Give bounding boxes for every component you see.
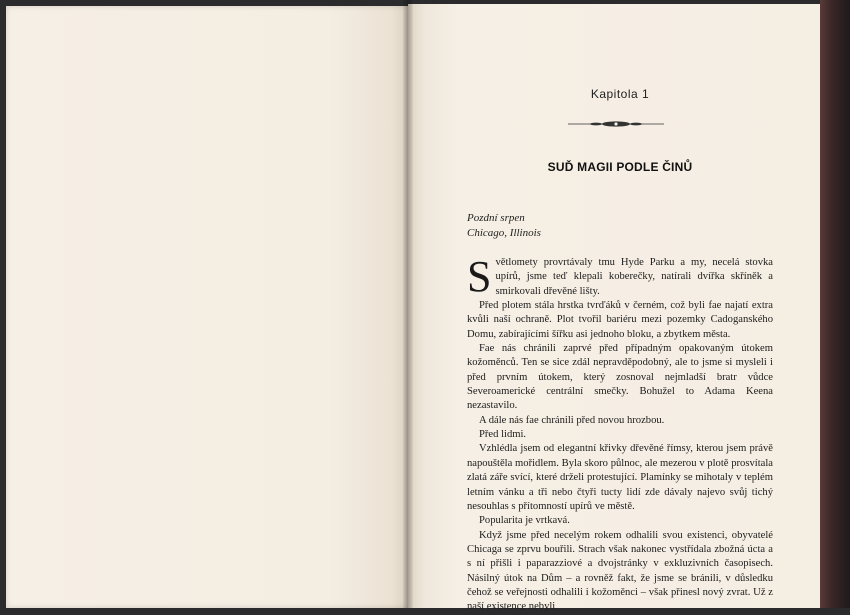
left-page-blank [6,6,408,608]
chapter-body [467,252,773,615]
paragraph: Popularita je vrtkavá. [479,515,570,527]
chapter-label: Kapitola 1 [590,87,650,101]
paragraph: Před lidmi. [479,429,527,441]
book-gutter [403,0,413,608]
dateline-time: Pozdní srpen [467,212,525,224]
paragraph: Fae nás chránili zaprvé před případným opakovaným útokem kožoměnců. Ten se sice zdál nepravděpodobný, ale to jsme si mysleli i před prvním útokem, který zosnoval nejmladší bratr vůdce Severoamerické centrální smečky. Bohužel to Adama Keena nezastavilo. [467,343,773,412]
dateline [467,211,541,241]
dateline-place: Chicago, Illinois [467,227,541,239]
paragraph: Když jsme před necelým rokem odhalili svou existenci, obyvatelé Chicaga se zprvu bouřili. Strach však nakonec vystřídala zbožná úcta a s ní přišli i paparazziové a dvojstránky v exkluzivních časopisech. Násilný útok na Dům – a rovněž fakt, že jsme se bránili, v důsledku čehož se veřejnosti odhalili i kožoměnci – však přinesl nový zvrat. Už z naší existence nebyli [467,529,773,613]
book-cover-edge [820,0,850,608]
chapter-ornament-icon [566,118,666,130]
paragraph-text: větlomety provrtávaly tmu Hyde Parku a my, necelá stovka upírů, jsme teď klepali koberečky, natírali dvířka skříněk a smirkovali dřevěné lišty. [495,257,773,297]
chapter-title: SUĎ MAGII PODLE ČINŮ [547,160,693,174]
drop-cap: S [467,252,492,301]
paragraph: Vzhlédla jsem od elegantní křivky dřevěné římsy, kterou jsem právě napouštěla mořidlem. Byla skoro půlnoc, ale mezerou v plotě prosvítala zlatá záře svící, které drželi protestující. Plamínky se mihotaly v teplém letním vánku a tři nebo čtyři tucty lidí zde dávaly najevo svůj tichý nesouhlas s přítomností upírů ve městě. [467,443,773,512]
paragraph: Před plotem stála hrstka tvrďáků v černém, což byli fae najatí extra kvůli naší ochraně. Plot tvořil bariéru mezi pozemky Cadoganského Domu, zabírajícími šířku asi jednoho bloku, a zbytkem města. [467,300,773,340]
paragraph: A dále nás fae chránili před novou hrozbou. [479,414,665,426]
paragraph [467,252,773,301]
